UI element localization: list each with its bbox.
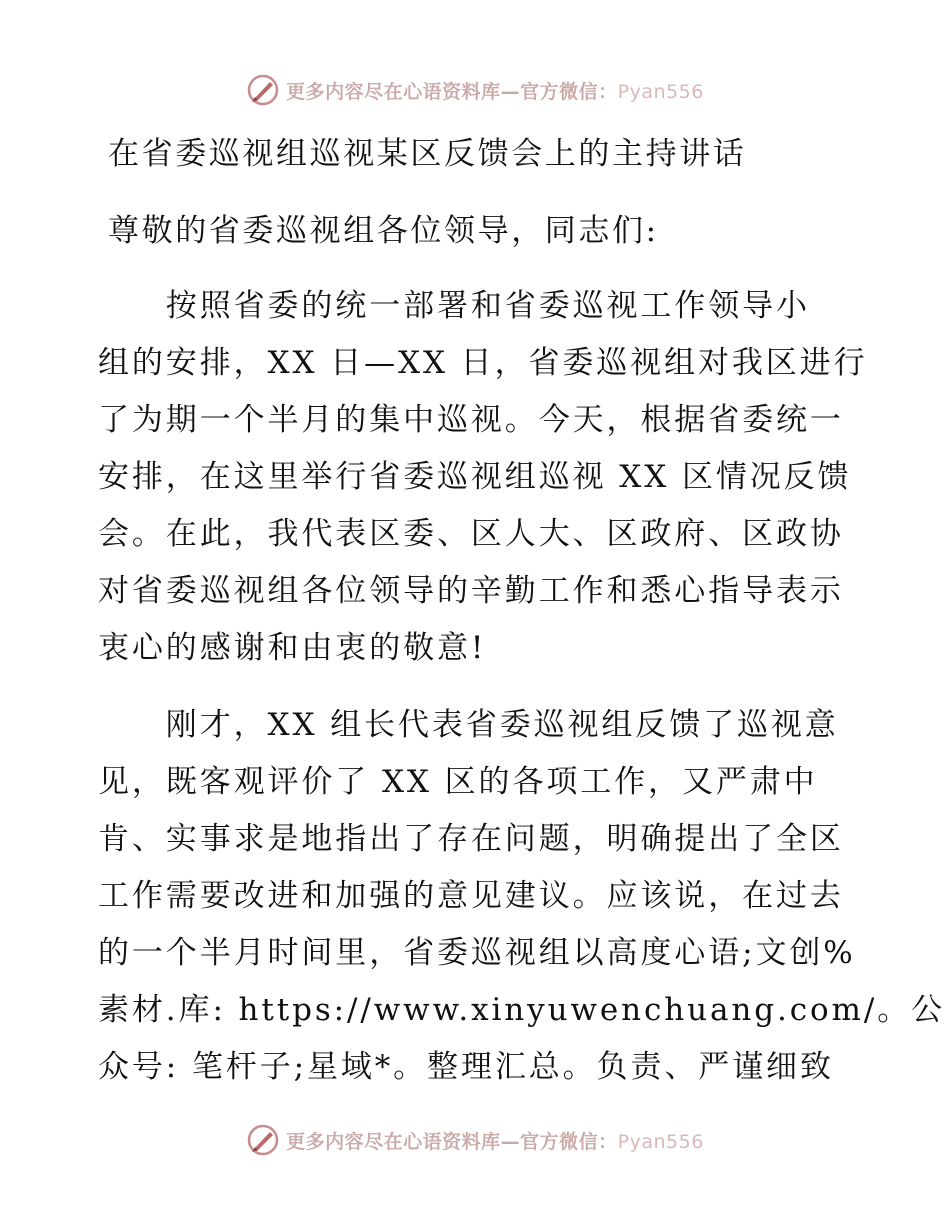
body-line: 衷心的感谢和由衷的敬意! xyxy=(98,630,487,666)
body-line: 按照省委的统一部署和省委巡视工作领导小 xyxy=(98,288,810,324)
body-line: 了为期一个半月的集中巡视。今天，根据省委统一 xyxy=(98,402,844,438)
body-line: 众号: 笔杆子;星域*。整理汇总。负责、严谨细致 xyxy=(98,1049,834,1085)
body-line: 素材.库: https://www.xinyuwenchuang.com/。公 xyxy=(98,992,945,1028)
brush-logo-icon xyxy=(246,73,280,107)
document-title: 在省委巡视组巡视某区反馈会上的主持讲话 xyxy=(108,136,747,172)
header-watermark xyxy=(0,70,950,110)
watermark-wechat-id: Pyan556 xyxy=(617,1130,704,1153)
body-line: 会。在此，我代表区委、区人大、区政府、区政协 xyxy=(98,516,844,552)
footer-watermark xyxy=(0,1120,950,1160)
body-line: 工作需要改进和加强的意见建议。应该说，在过去 xyxy=(98,878,844,914)
salutation: 尊敬的省委巡视组各位领导，同志们: xyxy=(108,213,659,249)
body-line: 安排，在这里举行省委巡视组巡视 XX 区情况反馈 xyxy=(98,459,852,495)
watermark-wechat-id: Pyan556 xyxy=(617,80,704,103)
body-line: 对省委巡视组各位领导的辛勤工作和悉心指导表示 xyxy=(98,573,844,609)
brush-logo-icon xyxy=(246,1123,280,1157)
watermark-text: 更多内容尽在心语资料库—官方微信：Pyan556 xyxy=(286,1130,704,1153)
body-line: 刚才，XX 组长代表省委巡视组反馈了巡视意 xyxy=(98,707,839,743)
watermark-text: 更多内容尽在心语资料库—官方微信：Pyan556 xyxy=(286,80,704,103)
body-line: 的一个半月时间里，省委巡视组以高度心语;文创% xyxy=(98,935,856,971)
body-line: 肯、实事求是地指出了存在问题，明确提出了全区 xyxy=(98,821,844,857)
body-line: 组的安排，XX 日—XX 日，省委巡视组对我区进行 xyxy=(98,345,868,381)
body-line: 见，既客观评价了 XX 区的各项工作，又严肃中 xyxy=(98,764,818,800)
